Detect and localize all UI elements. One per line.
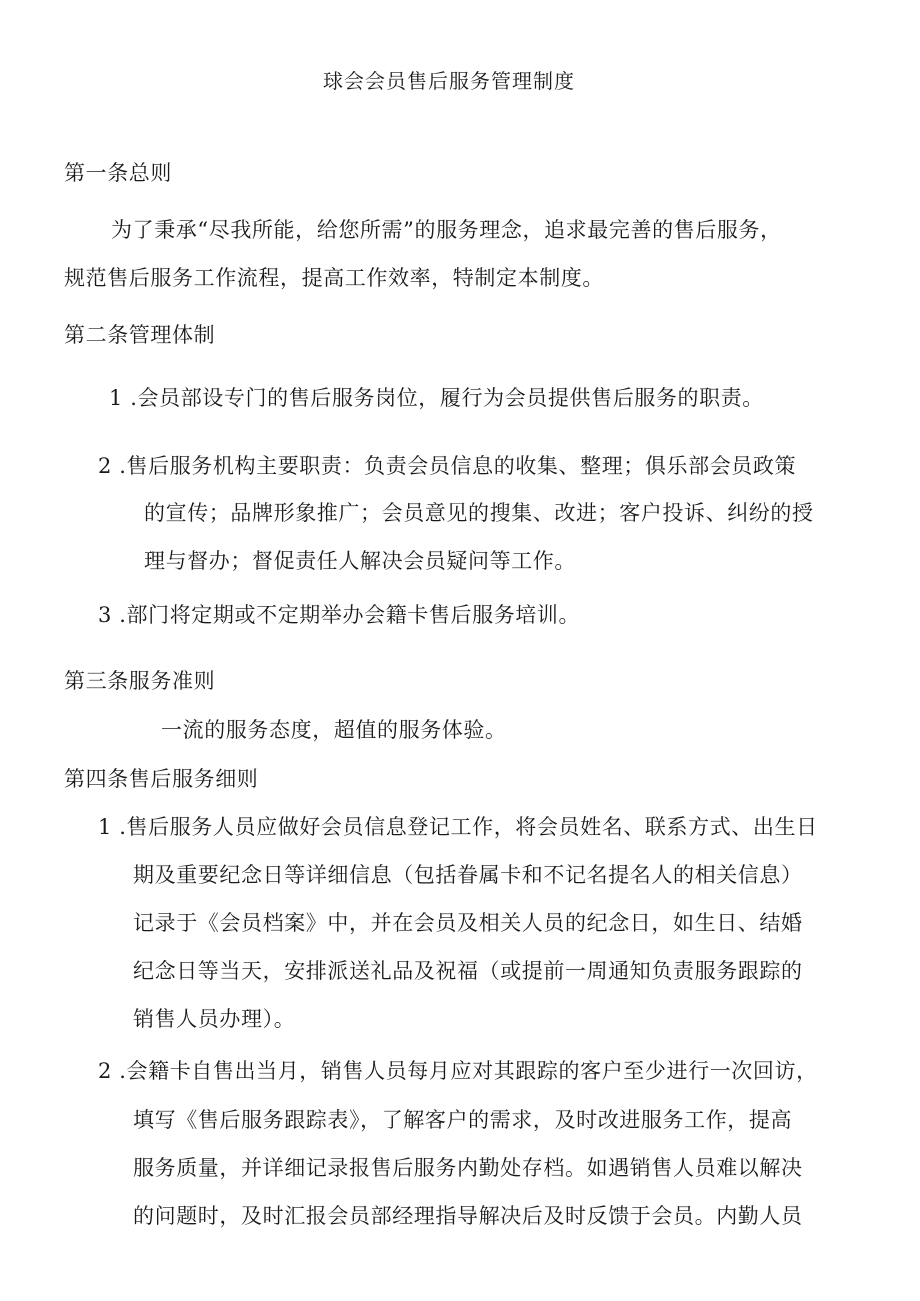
article-4-item-1-line: 销售人员办理）。 — [133, 1007, 296, 1031]
article-4-heading: 第四条售后服务细则 — [64, 767, 259, 791]
article-4-item-1-line: 记录于《会员档案》中，并在会员及相关人员的纪念日，如生日、结婚 — [133, 911, 803, 935]
article-2-heading: 第二条管理体制 — [64, 323, 216, 347]
page-title: 球会会员售后服务管理制度 — [323, 69, 575, 93]
article-4-item-2-line: 的问题时，及时汇报会员部经理指导解决后及时反馈于会员。内勤人员 — [133, 1204, 803, 1228]
article-2-item-2-line: 2 .售后服务机构主要职责：负责会员信息的收集、整理；俱乐部会员政策 — [98, 454, 797, 478]
article-4-item-1-line: 期及重要纪念日等详细信息（包括眷属卡和不记名提名人的相关信息） — [133, 863, 803, 887]
article-3-heading: 第三条服务准则 — [64, 669, 216, 693]
article-2-item-1: 1 .会员部设专门的售后服务岗位，履行为会员提供售后服务的职责。 — [109, 386, 764, 410]
article-4-item-2-line: 2 .会籍卡自售出当月，销售人员每月应对其跟踪的客户至少进行一次回访， — [98, 1059, 818, 1083]
article-4-item-2-line: 服务质量，并详细记录报售后服务内勤处存档。如遇销售人员难以解决 — [133, 1156, 803, 1180]
article-3-paragraph: 一流的服务态度，超值的服务体验。 — [161, 718, 507, 742]
article-4-item-1-line: 纪念日等当天，安排派送礼品及祝福（或提前一周通知负责服务跟踪的 — [133, 959, 803, 983]
article-2-item-2-line: 理与督办；督促责任人解决会员疑问等工作。 — [144, 549, 576, 573]
article-1-heading: 第一条总则 — [64, 161, 172, 185]
article-2-item-3: 3 .部门将定期或不定期举办会籍卡售后服务培训。 — [98, 603, 581, 627]
article-4-item-2-line: 填写《售后服务跟踪表》，了解客户的需求，及时改进服务工作，提高 — [133, 1108, 793, 1132]
article-4-item-1-line: 1 .售后服务人员应做好会员信息登记工作，将会员姓名、联系方式、出生日 — [98, 815, 818, 839]
article-1-paragraph-line: 为了秉承“尽我所能，给您所需”的服务理念，追求最完善的售后服务， — [111, 218, 782, 242]
article-2-item-2-line: 的宣传；品牌形象推广；会员意见的搜集、改进；客户投诉、纠纷的授 — [144, 501, 814, 525]
article-1-paragraph-line: 规范售后服务工作流程，提高工作效率，特制定本制度。 — [64, 266, 604, 290]
